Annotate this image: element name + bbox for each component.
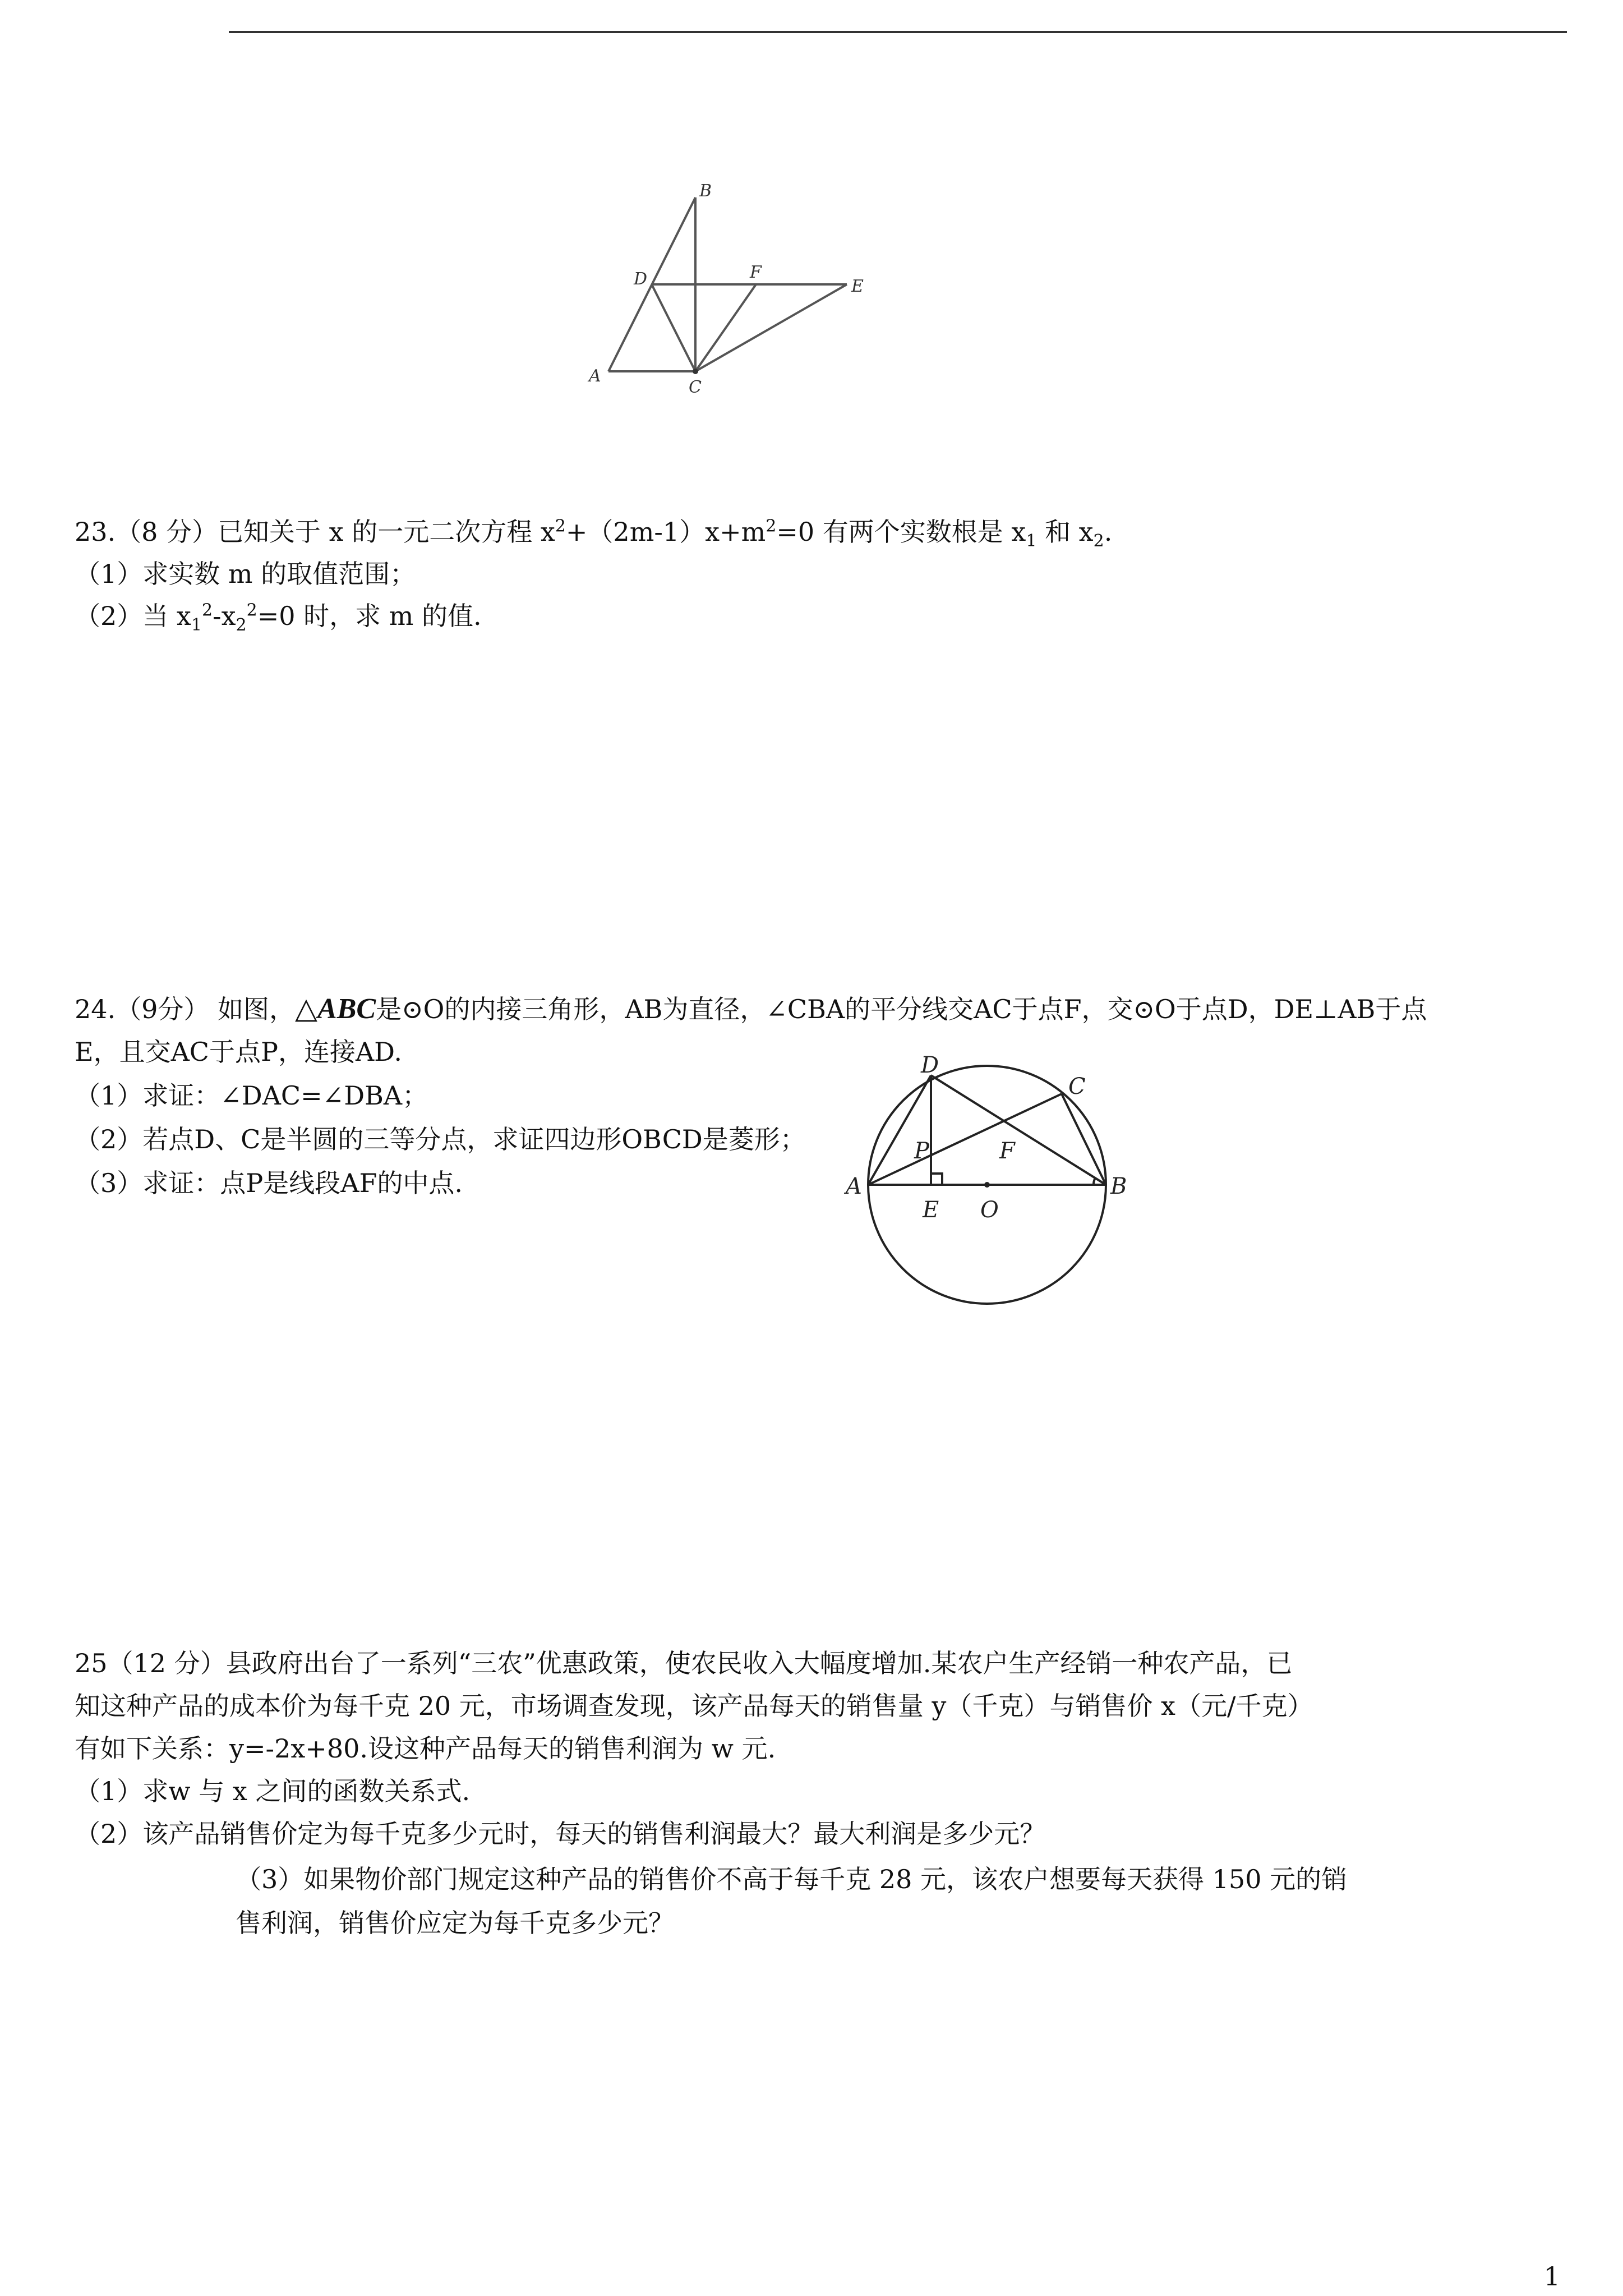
label-P: P: [914, 1138, 929, 1164]
q25-line-2: 知这种产品的成本价为每千克 20 元，市场调查发现，该产品每天的销售量 y（千克）与销售价 x（元/千克）: [75, 1691, 1313, 1721]
q25-line-5: （2）该产品销售价定为每千克多少元时，每天的销售利润最大？最大利润是多少元？: [75, 1819, 1046, 1849]
q24-line-4: （2）若点D、C是半圆的三等分点，求证四边形OBCD是菱形；: [75, 1124, 806, 1154]
label-A: A: [589, 366, 601, 386]
label-F: F: [999, 1138, 1015, 1164]
label-B: B: [699, 181, 712, 201]
q25-line-3: 有如下关系：y=-2x+80.设这种产品每天的销售利润为 w 元.: [75, 1733, 776, 1764]
label-O: O: [980, 1197, 999, 1223]
page-number: 1: [1543, 2261, 1560, 2292]
q25-line-4: （1）求w 与 x 之间的函数关系式.: [75, 1776, 471, 1806]
q23-line-1: 23.（8 分）已知关于 x 的一元二次方程 $x^2+(2m-1)x+m^2=0$ 有两个实数根是 $x_1$ 和 $x_2$.: [75, 516, 1113, 551]
label-C: C: [689, 378, 702, 393]
q25-line-7: 售利润，销售价应定为每千克多少元？: [236, 1908, 674, 1938]
q24-line-2: E，且交AC于点P，连接AD.: [75, 1037, 403, 1067]
q24-line-3: （1）求证：∠DAC=∠DBA；: [75, 1080, 428, 1111]
triangle-symbol: △: [295, 992, 318, 1025]
center-O: [984, 1182, 990, 1188]
q23-line-3: （2）当 $x_1^2-x_2^2=0$ 时，求 m 的值.: [75, 600, 482, 636]
label-E: E: [851, 277, 864, 296]
segment-FC: [695, 284, 756, 371]
header-rule: [229, 31, 1567, 33]
q24-line-5: （3）求证：点P是线段AF的中点.: [75, 1168, 463, 1198]
label-D: D: [921, 1055, 939, 1078]
q25-line-1: 25（12 分）县政府出台了一系列“三农”优惠政策，使农民收入大幅度增加.某农户生产经销一种农产品，已: [75, 1648, 1293, 1678]
geometry-figure-1: [578, 174, 925, 393]
label-B: B: [1110, 1174, 1127, 1199]
q25-line-6: （3）如果物价部门规定这种产品的销售价不高于每千克 28 元，该农户想要每天获得 150 元的销: [236, 1864, 1348, 1894]
segment-EC: [695, 284, 847, 371]
segment-DC: [652, 284, 695, 371]
label-F: F: [750, 263, 762, 282]
triangle-abc: ABC: [317, 993, 376, 1025]
segment-AD: [868, 1075, 931, 1185]
right-angle-mark: [931, 1174, 942, 1185]
point-C: [693, 369, 698, 374]
geometry-figure-2: [836, 1055, 1138, 1318]
label-C: C: [1068, 1074, 1086, 1099]
label-E: E: [923, 1197, 939, 1223]
q24-line-1: 24.（9分） 如图，△ABC是⊙O的内接三角形，AB为直径，∠CBA的平分线交AC于点F，交⊙O于点D，DE⊥AB于点: [75, 992, 1427, 1025]
q23-line-2: （1）求实数 m 的取值范围；: [75, 559, 416, 589]
label-D: D: [634, 269, 648, 289]
label-A: A: [846, 1174, 862, 1199]
